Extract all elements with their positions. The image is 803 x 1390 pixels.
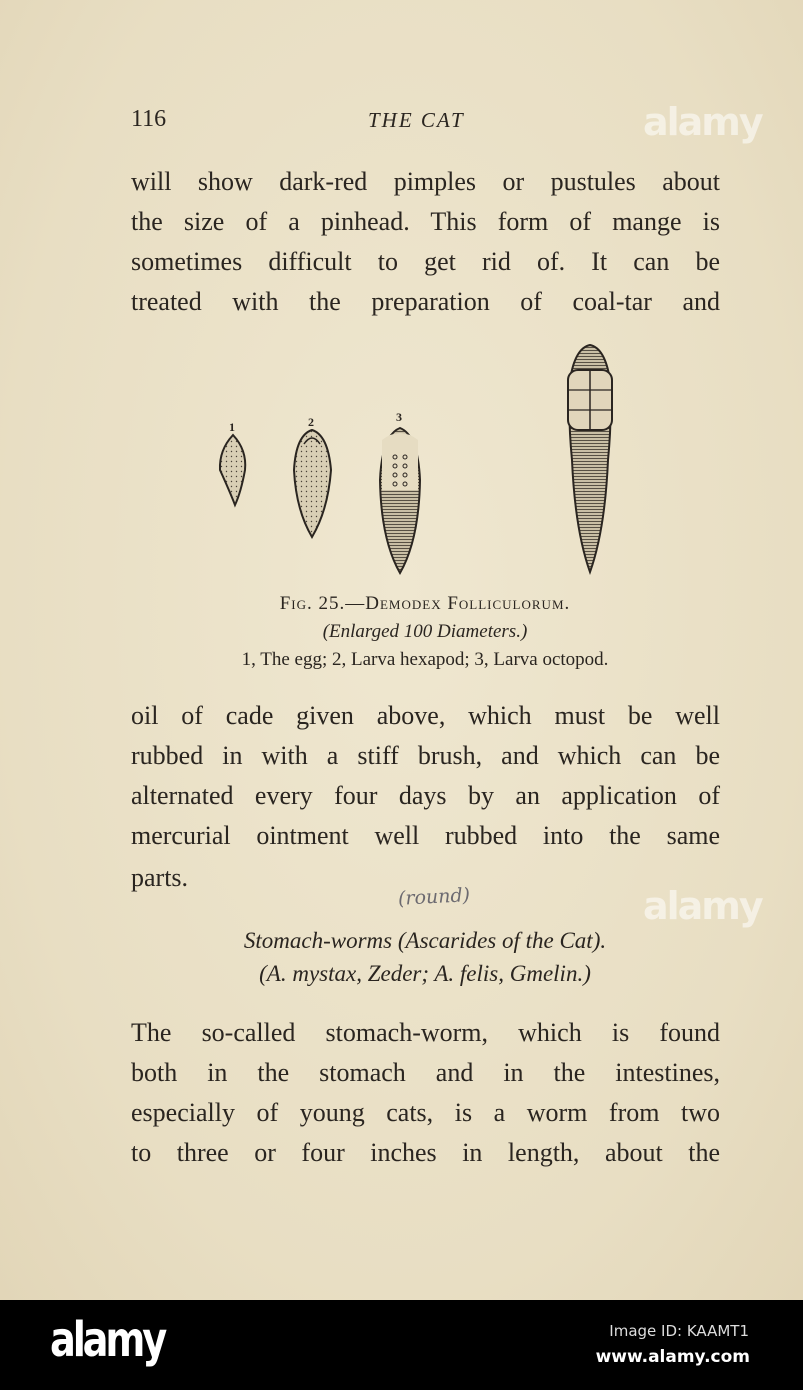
text-line: to three or four inches in length, about the — [131, 1138, 720, 1167]
larva-hexapod-drawing — [294, 430, 331, 537]
larva-octopod-drawing — [380, 428, 420, 573]
figure-label: 3 — [396, 410, 402, 424]
watermark-logo: alamy — [643, 100, 762, 144]
demodex-illustration — [200, 340, 650, 580]
text-line: especially of young cats, is a worm from two — [131, 1098, 720, 1127]
section-subheading: (A. mystax, Zeder; A. felis, Gmelin.) — [259, 961, 591, 986]
figure-label: 1 — [229, 420, 235, 434]
text-line: parts. — [131, 863, 189, 892]
text-line: rubbed in with a stiff brush, and which can be — [131, 741, 720, 770]
text-line: sometimes difficult to get rid of. It can be — [131, 247, 720, 276]
text-line: oil of cade given above, which must be well — [131, 701, 720, 730]
figure-caption-scale: (Enlarged 100 Diameters.) — [322, 621, 528, 642]
figure-caption-title: Fig. 25.—Demodex Folliculorum. — [279, 593, 571, 614]
figure-caption-legend: 1, The egg; 2, Larva hexapod; 3, Larva octopod. — [241, 649, 609, 670]
text-line: alternated every four days by an application of — [131, 781, 720, 810]
text-line: treated with the preparation of coal-tar and — [131, 287, 720, 316]
figure-label: 2 — [308, 415, 314, 429]
text-line: mercurial ointment well rubbed into the same — [131, 821, 720, 850]
alamy-logo: alamy — [50, 1312, 165, 1368]
image-id: Image ID: KAAMT1 — [609, 1322, 749, 1340]
figure-demodex — [200, 340, 650, 584]
running-head: THE CAT — [368, 108, 465, 132]
alamy-url: www.alamy.com — [595, 1347, 750, 1367]
page-number: 116 — [131, 106, 167, 132]
section-heading: Stomach-worms (Ascarides of the Cat). — [243, 928, 607, 953]
handwritten-annotation: (round) — [397, 884, 471, 910]
adult-demodex-drawing — [568, 345, 612, 572]
text-line: will show dark-red pimples or pustules about — [131, 167, 720, 196]
egg-drawing — [220, 435, 245, 505]
text-line: The so-called stomach-worm, which is found — [131, 1018, 720, 1047]
watermark-logo: alamy — [643, 884, 762, 928]
text-line: the size of a pinhead. This form of mange is — [131, 207, 720, 236]
text-line: both in the stomach and in the intestines, — [131, 1058, 720, 1087]
